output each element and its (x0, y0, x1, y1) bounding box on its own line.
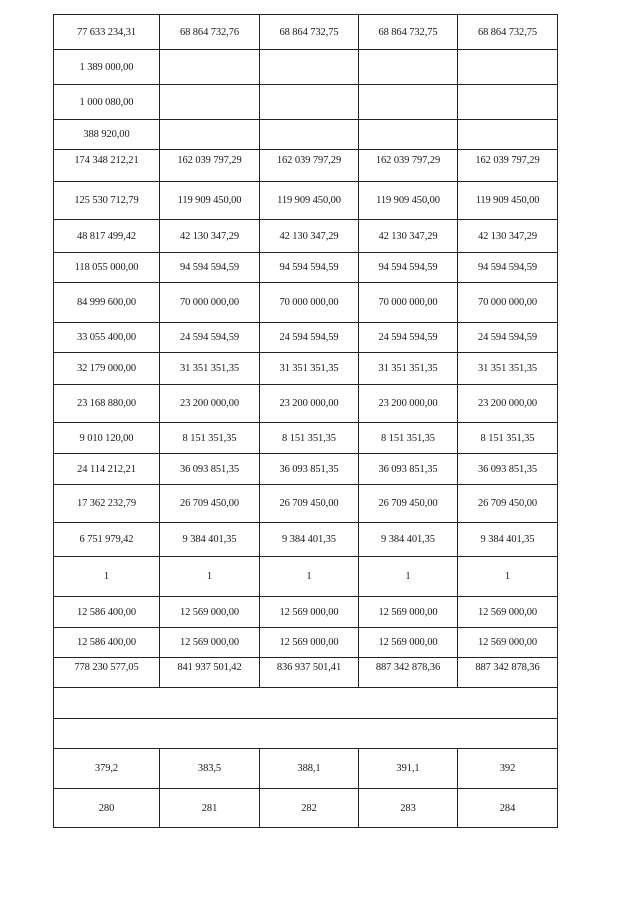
table-cell: 8 151 351,35 (458, 423, 558, 454)
table-row (54, 557, 558, 597)
table-cell: 391,1 (359, 749, 458, 789)
table-cell: 23 200 000,00 (160, 385, 260, 423)
table-cell: 119 909 450,00 (260, 182, 359, 220)
table-cell: 887 342 878,36 (458, 653, 558, 683)
table-cell: 36 093 851,35 (458, 454, 558, 485)
table-cell: 23 200 000,00 (359, 385, 458, 423)
table-cell: 26 709 450,00 (160, 485, 260, 523)
table-cell (359, 50, 458, 85)
table-cell: 24 594 594,59 (458, 323, 558, 353)
data-table-container (53, 14, 557, 828)
table-cell: 383,5 (160, 749, 260, 789)
table-cell (359, 85, 458, 120)
table-cell: 280 (54, 789, 160, 828)
table-cell: 94 594 594,59 (260, 253, 359, 283)
table-cell: 119 909 450,00 (359, 182, 458, 220)
table-merged-cell (54, 688, 558, 719)
table-row (54, 283, 558, 323)
table-cell: 26 709 450,00 (260, 485, 359, 523)
table-cell: 32 179 000,00 (54, 353, 160, 385)
table-cell: 887 342 878,36 (359, 653, 458, 683)
table-row (54, 15, 558, 50)
table-cell: 24 594 594,59 (160, 323, 260, 353)
table-row (54, 485, 558, 523)
table-cell: 281 (160, 789, 260, 828)
table-cell: 1 (458, 557, 558, 597)
table-cell: 9 384 401,35 (458, 523, 558, 557)
table-cell: 94 594 594,59 (458, 253, 558, 283)
table-cell: 284 (458, 789, 558, 828)
table-cell: 119 909 450,00 (160, 182, 260, 220)
table-cell: 42 130 347,29 (359, 220, 458, 253)
table-cell: 125 530 712,79 (54, 182, 160, 220)
table-cell: 42 130 347,29 (260, 220, 359, 253)
table-cell: 70 000 000,00 (260, 283, 359, 323)
table-cell (160, 50, 260, 85)
table-row (54, 688, 558, 719)
table-cell: 24 594 594,59 (260, 323, 359, 353)
table-cell: 33 055 400,00 (54, 323, 160, 353)
table-cell: 31 351 351,35 (160, 353, 260, 385)
table-cell: 836 937 501,41 (260, 653, 359, 683)
table-cell: 48 817 499,42 (54, 220, 160, 253)
table-cell: 388,1 (260, 749, 359, 789)
table-row (54, 182, 558, 220)
table-row (54, 658, 558, 688)
table-cell: 162 039 797,29 (260, 145, 359, 177)
table-cell: 68 864 732,75 (260, 15, 359, 50)
table-cell: 12 569 000,00 (458, 597, 558, 628)
table-cell: 23 200 000,00 (260, 385, 359, 423)
table-cell: 6 751 979,42 (54, 523, 160, 557)
table-row (54, 150, 558, 182)
table-cell (458, 50, 558, 85)
table-row (54, 523, 558, 557)
table-cell: 8 151 351,35 (359, 423, 458, 454)
table-cell: 8 151 351,35 (160, 423, 260, 454)
table-cell: 12 586 400,00 (54, 597, 160, 628)
table-row (54, 353, 558, 385)
table-cell: 12 586 400,00 (54, 628, 160, 658)
table-cell: 84 999 600,00 (54, 283, 160, 323)
table-cell: 42 130 347,29 (160, 220, 260, 253)
table-cell: 42 130 347,29 (458, 220, 558, 253)
table-cell: 9 384 401,35 (359, 523, 458, 557)
table-cell: 12 569 000,00 (260, 597, 359, 628)
table-cell: 162 039 797,29 (359, 145, 458, 177)
table-cell: 24 114 212,21 (54, 454, 160, 485)
table-cell: 70 000 000,00 (458, 283, 558, 323)
table-cell: 1 (260, 557, 359, 597)
table-cell: 26 709 450,00 (458, 485, 558, 523)
table-row (54, 719, 558, 749)
table-cell: 162 039 797,29 (458, 145, 558, 177)
table-row (54, 220, 558, 253)
table-row (54, 597, 558, 628)
table-cell: 36 093 851,35 (160, 454, 260, 485)
table-cell (260, 50, 359, 85)
table-cell: 77 633 234,31 (54, 15, 160, 50)
table-row (54, 253, 558, 283)
table-row (54, 323, 558, 353)
table-cell: 12 569 000,00 (260, 628, 359, 658)
table-cell: 12 569 000,00 (160, 597, 260, 628)
table-cell: 94 594 594,59 (359, 253, 458, 283)
data-table-body (54, 15, 558, 828)
table-row (54, 85, 558, 120)
table-cell: 9 384 401,35 (260, 523, 359, 557)
table-cell (260, 85, 359, 120)
table-cell: 1 (359, 557, 458, 597)
table-row (54, 789, 558, 828)
table-cell: 23 168 880,00 (54, 385, 160, 423)
table-cell: 70 000 000,00 (160, 283, 260, 323)
table-row (54, 454, 558, 485)
table-cell: 12 569 000,00 (160, 628, 260, 658)
table-cell: 94 594 594,59 (160, 253, 260, 283)
table-cell: 388 920,00 (54, 120, 160, 150)
table-cell: 1 (160, 557, 260, 597)
table-cell: 31 351 351,35 (359, 353, 458, 385)
table-cell (160, 85, 260, 120)
table-cell: 26 709 450,00 (359, 485, 458, 523)
table-cell: 174 348 212,21 (54, 145, 160, 177)
table-cell: 1 389 000,00 (54, 50, 160, 85)
data-table (53, 14, 558, 828)
table-cell: 36 093 851,35 (260, 454, 359, 485)
table-cell: 119 909 450,00 (458, 182, 558, 220)
table-cell: 1 000 080,00 (54, 85, 160, 120)
table-cell: 36 093 851,35 (359, 454, 458, 485)
table-cell: 31 351 351,35 (458, 353, 558, 385)
table-cell: 8 151 351,35 (260, 423, 359, 454)
table-merged-cell (54, 719, 558, 749)
table-cell: 12 569 000,00 (359, 597, 458, 628)
table-cell: 68 864 732,75 (458, 15, 558, 50)
table-cell: 17 362 232,79 (54, 485, 160, 523)
table-cell: 379,2 (54, 749, 160, 789)
table-cell: 31 351 351,35 (260, 353, 359, 385)
table-row (54, 749, 558, 789)
table-cell: 70 000 000,00 (359, 283, 458, 323)
table-cell: 23 200 000,00 (458, 385, 558, 423)
table-row (54, 50, 558, 85)
table-cell: 162 039 797,29 (160, 145, 260, 177)
table-cell: 24 594 594,59 (359, 323, 458, 353)
table-cell: 12 569 000,00 (458, 628, 558, 658)
table-cell: 9 010 120,00 (54, 423, 160, 454)
table-cell: 841 937 501,42 (160, 653, 260, 683)
table-cell: 9 384 401,35 (160, 523, 260, 557)
table-cell: 283 (359, 789, 458, 828)
table-cell (458, 85, 558, 120)
table-row (54, 423, 558, 454)
table-cell: 68 864 732,76 (160, 15, 260, 50)
table-cell: 118 055 000,00 (54, 253, 160, 283)
table-cell: 68 864 732,75 (359, 15, 458, 50)
table-cell: 778 230 577,05 (54, 653, 160, 683)
table-row (54, 385, 558, 423)
table-cell: 1 (54, 557, 160, 597)
table-cell: 282 (260, 789, 359, 828)
table-cell: 12 569 000,00 (359, 628, 458, 658)
table-cell: 392 (458, 749, 558, 789)
